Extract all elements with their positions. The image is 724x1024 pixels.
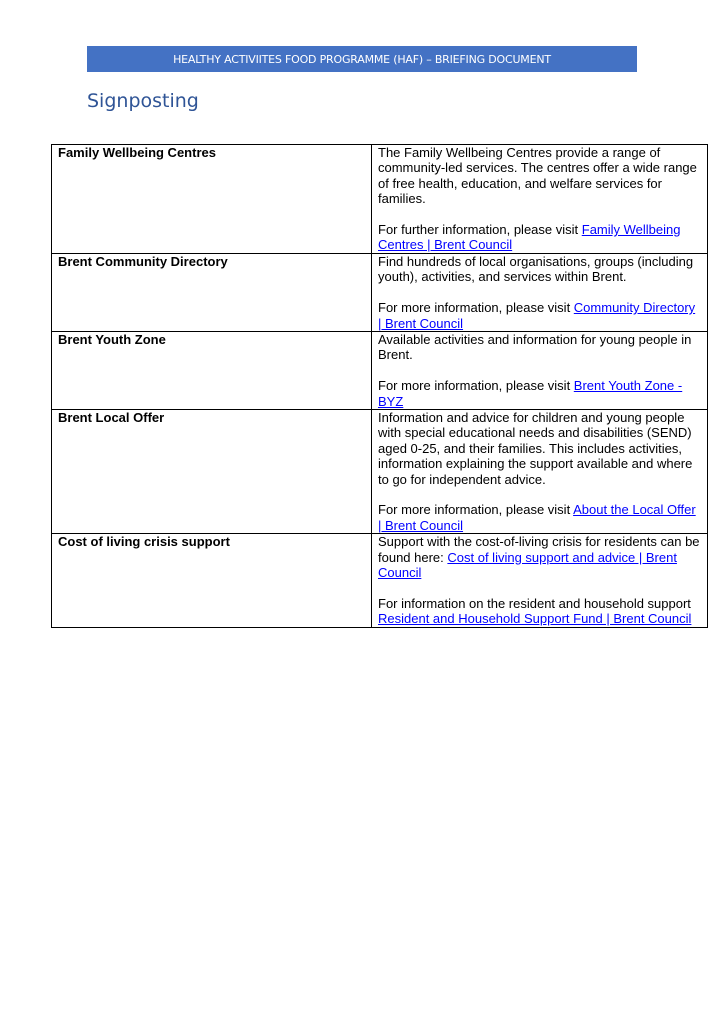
table-row: [52, 534, 708, 628]
more-info-text: [378, 502, 702, 533]
table-row: [52, 410, 708, 534]
more-info-text: [378, 222, 702, 253]
more-info-text: [378, 596, 702, 627]
service-description-link[interactable]: Cost of living support and advice | Brent Council: [378, 549, 677, 581]
service-link[interactable]: Community Directory | Brent Council: [378, 300, 696, 331]
service-link[interactable]: Brent Youth Zone - BYZ: [378, 378, 683, 409]
service-description: Available activities and information for young people in Brent.: [378, 332, 692, 363]
more-info-text: [378, 378, 702, 409]
table-row: [52, 332, 708, 410]
service-name: Brent Community Directory: [52, 254, 372, 332]
more-info-prefix: For more information, please visit: [378, 300, 574, 316]
table-row: [52, 254, 708, 332]
service-description: [378, 534, 702, 580]
service-description-cell: [372, 254, 708, 332]
service-link[interactable]: Resident and Household Support Fund | Brent Council: [378, 611, 692, 627]
document-header-title: HEALTHY ACTIVIITES FOOD PROGRAMME (HAF) – BRIEFING DOCUMENT: [173, 52, 551, 66]
more-info-prefix: For more information, please visit: [378, 378, 574, 394]
service-description-cell: [372, 145, 708, 254]
service-description-cell: [372, 534, 708, 628]
service-link[interactable]: About the Local Offer | Brent Council: [378, 502, 696, 533]
service-description: Information and advice for children and young people with special educational needs and disabilities (SEND) aged 0-25, and their families. This includes activities, information explaining the support available and where to go for independent advice.: [378, 410, 693, 487]
service-description-cell: [372, 410, 708, 534]
service-name: Brent Local Offer: [52, 410, 372, 534]
more-info-text: [378, 300, 702, 331]
service-name: Brent Youth Zone: [52, 332, 372, 410]
section-title: Signposting: [87, 90, 199, 112]
service-description-prefix: Support with the cost-of-living crisis for residents can be found here:: [378, 534, 700, 565]
service-description: The Family Wellbeing Centres provide a range of community-led services. The centres offer a wide range of free health, education, and welfare services for families.: [378, 145, 697, 207]
service-link[interactable]: Family Wellbeing Centres | Brent Council: [378, 222, 681, 253]
signposting-table: [51, 144, 708, 628]
more-info-prefix: For more information, please visit: [378, 502, 574, 518]
service-description-cell: [372, 332, 708, 410]
service-description: Find hundreds of local organisations, groups (including youth), activities, and services within Brent.: [378, 254, 694, 285]
document-header-bar: [87, 46, 637, 72]
table-row: [52, 145, 708, 254]
more-info-prefix: For further information, please visit: [378, 222, 582, 238]
more-info-prefix: For information on the resident and household support: [378, 595, 691, 611]
service-name: Family Wellbeing Centres: [52, 145, 372, 254]
service-name: Cost of living crisis support: [52, 534, 372, 628]
